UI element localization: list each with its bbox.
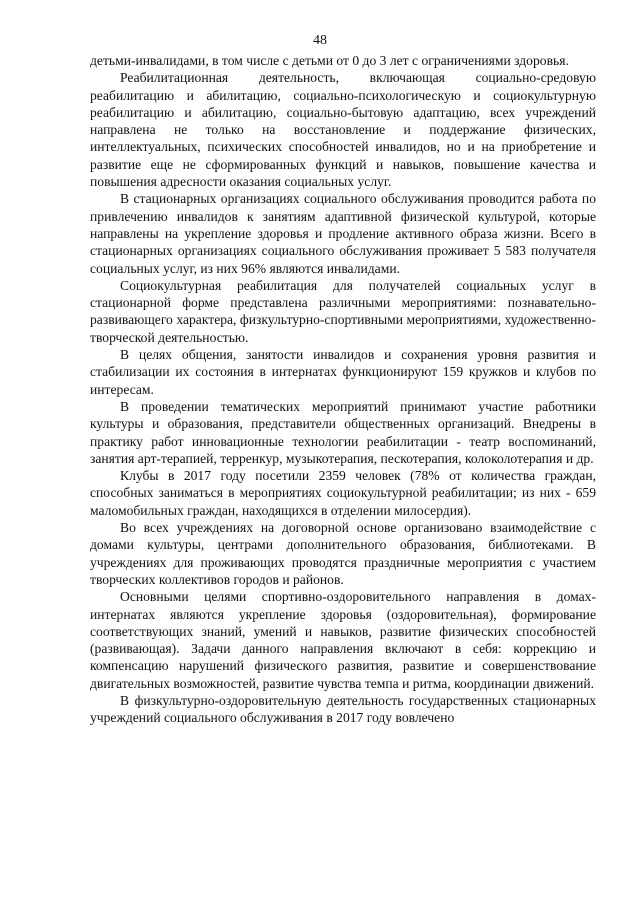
paragraph-rehabilitation: Реабилитационная деятельность, включающая социально-средовую реабилитацию и абилитацию, социально-психологическую и социокультурную реабилитацию и абилитацию, социально-бытовую адаптацию, всех учреждений направлена не только на восстановление и поддержание физических, интеллектуальных, психических способностей инвалидов, но и на приобретение и развитие еще не сформированных функций и навыков, повышение качества и повышения адресности оказания социальных услуг. <box>90 70 596 190</box>
paragraph-cooperation: Во всех учреждениях на договорной основе организовано взаимодействие с домами культуры, центрами дополнительного образования, библиотеками. В учреждениях для проживающих проводятся праздничные мероприятия с участием творческих коллективов городов и районов. <box>90 520 596 587</box>
paragraph-clubs-count: В целях общения, занятости инвалидов и сохранения уровня развития и стабилизации их состояния в интернатах функционируют 159 кружков и клубов по интересам. <box>90 347 596 397</box>
page-content <box>90 52 596 727</box>
page-number: 48 <box>313 33 327 48</box>
paragraph-sports-goals: Основными целями спортивно-оздоровительного направления в домах-интернатах являются укрепление здоровья (оздоровительная), формирование соответствующих знаний, умений и навыков, развитие физических способностей (развивающая). Задачи данного направления включают в себя: коррекцию и компенсацию нарушений физического развития, развитие и совершенствование двигательных возможностей, развитие чувства темпа и ритма, координации движений. <box>90 589 596 691</box>
paragraph-adaptive-physical-culture: В стационарных организациях социального обслуживания проводится работа по привлечению инвалидов к занятиям адаптивной физической культурой, которые направлены на укрепление здоровья и продление активного образа жизни. Всего в стационарных организациях социального обслуживания проживает 5 583 получателя социальных услуг, из них 96% являются инвалидами. <box>90 191 596 276</box>
paragraph-thematic-events: В проведении тематических мероприятий принимают участие работники культуры и образования, представители общественных организаций. Внедрены в практику работ инновационные технологии реабилитации - театр воспоминаний, занятия арт-терапией, терренкур, музыкотерапия, пескотерапия, колоколотерапия и др. <box>90 398 596 466</box>
paragraph-continuation: детьми-инвалидами, в том числе с детьми от 0 до 3 лет с ограничениями здоровья. <box>90 53 569 68</box>
paragraph-club-visitors: Клубы в 2017 году посетили 2359 человек (78% от количества граждан, способных заниматься в мероприятиях социокультурной реабилитации; из них - 659 маломобильных граждан, находящихся в отделении милосердия). <box>90 468 596 518</box>
paragraph-sociocultural-rehabilitation: Социокультурная реабилитация для получателей социальных услуг в стационарной форме представлена различными мероприятиями: познавательно-развивающего характера, физкультурно-спортивными мероприятиями, художественно-творческой деятельностью. <box>90 277 596 345</box>
paragraph-sports-involvement: В физкультурно-оздоровительную деятельность государственных стационарных учреждений социального обслуживания в 2017 году вовлечено <box>90 692 596 726</box>
